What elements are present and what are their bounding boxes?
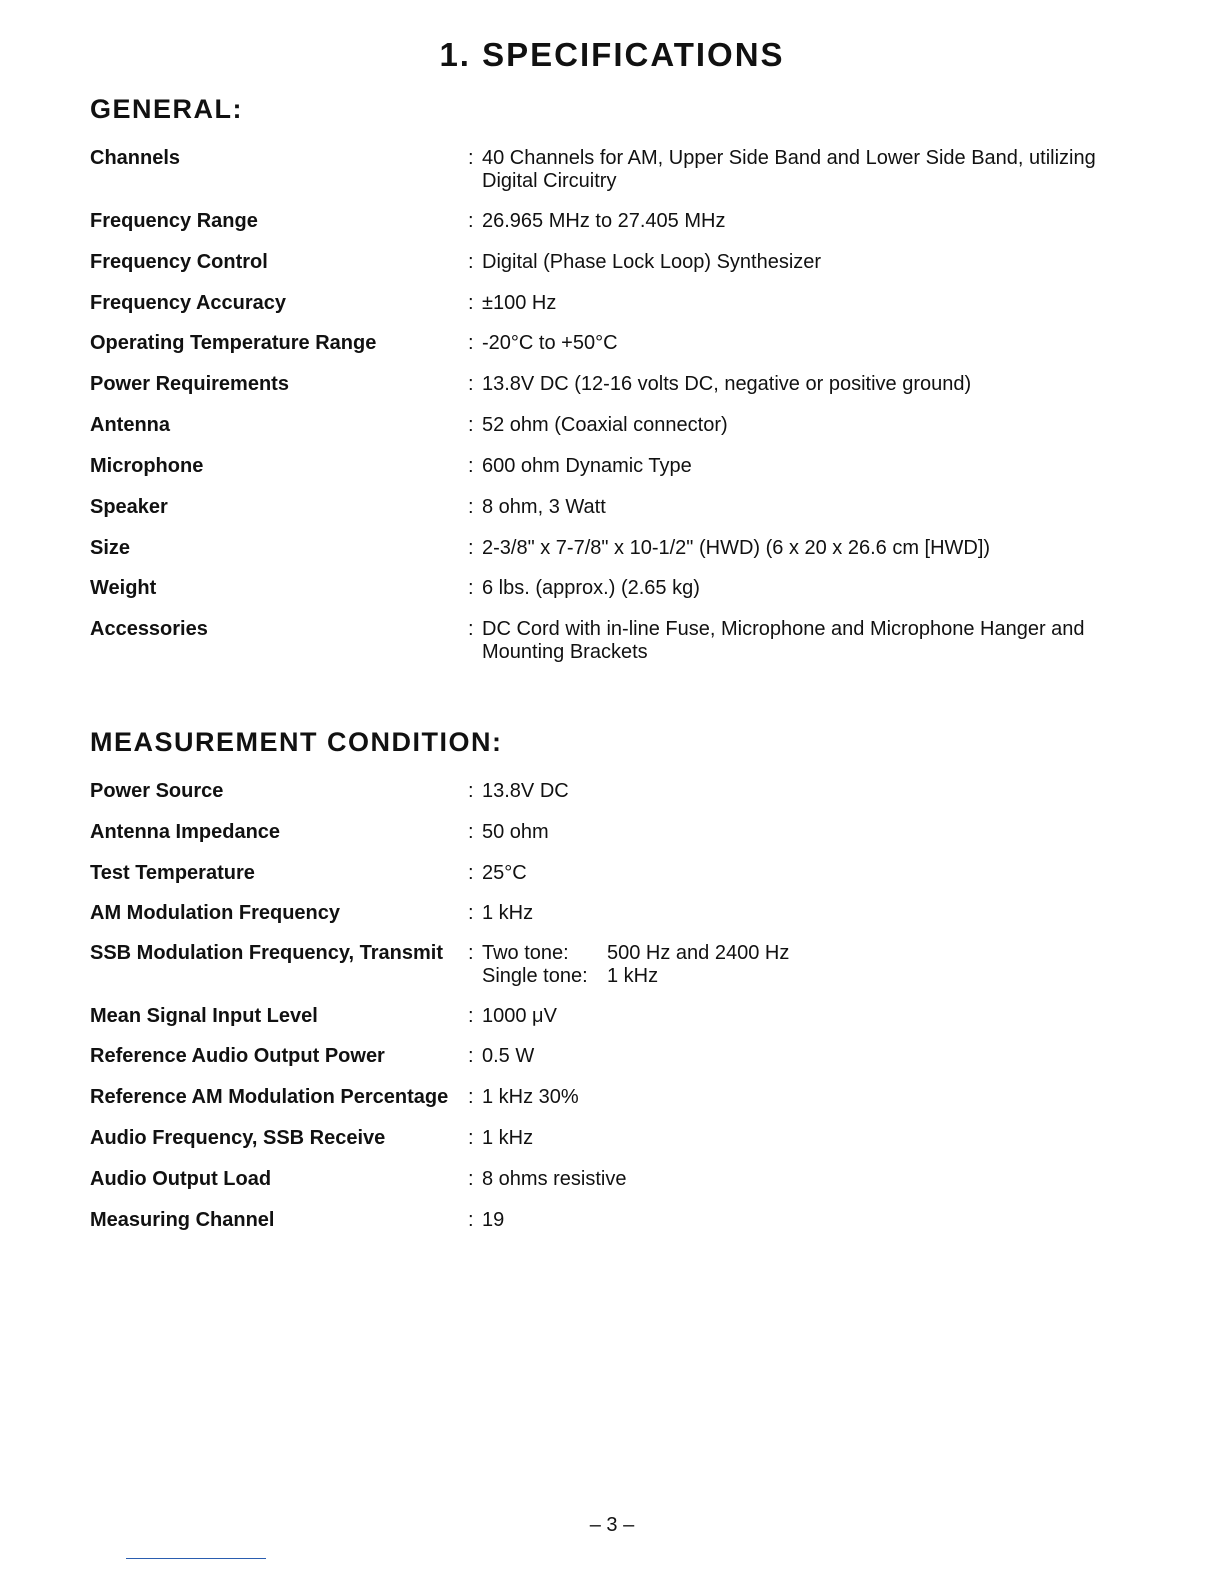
- cond-label: Power Source: [90, 780, 224, 802]
- cond-label: Measuring Channel: [90, 1209, 275, 1231]
- sub-value: 500 Hz and 2400 Hz: [607, 942, 790, 964]
- spec-label: Speaker: [90, 496, 168, 518]
- spec-label: Accessories: [90, 618, 208, 640]
- spec-label: Frequency Accuracy: [90, 292, 287, 314]
- cond-value: 19: [482, 1209, 505, 1231]
- general-heading: GENERAL:: [90, 94, 243, 124]
- footer-rule: [126, 1558, 266, 1559]
- sub-key: Two tone:: [482, 942, 569, 964]
- page-title: 1. SPECIFICATIONS: [439, 36, 785, 73]
- spec-label: Frequency Range: [90, 210, 258, 232]
- spec-value: 2-3/8" x 7-7/8" x 10-1/2" (HWD) (6 x 20 x 26.6 cm [HWD]): [482, 537, 991, 559]
- spec-value: DC Cord with in-line Fuse, Microphone and Microphone Hanger and Mounting Brackets: [482, 618, 1085, 663]
- cond-value: [482, 942, 1097, 988]
- page-number: – 3 –: [589, 1514, 635, 1536]
- cond-value: 8 ohms resistive: [482, 1168, 627, 1190]
- sub-value: 1 kHz: [607, 965, 659, 987]
- cond-label: Audio Frequency, SSB Receive: [90, 1127, 386, 1149]
- cond-label: Reference AM Modulation Percentage: [90, 1086, 449, 1108]
- cond-label: Mean Signal Input Level: [90, 1005, 318, 1027]
- spec-label: Size: [90, 537, 131, 559]
- spec-value: 52 ohm (Coaxial connector): [482, 414, 728, 436]
- spec-label: Channels: [90, 147, 181, 169]
- cond-label: SSB Modulation Frequency, Transmit: [90, 942, 444, 964]
- sub-key: Single tone:: [482, 965, 588, 987]
- two-tone-line: [482, 942, 1097, 965]
- single-tone-line: [482, 965, 1097, 988]
- spec-value: 600 ohm Dynamic Type: [482, 455, 692, 477]
- spec-label: Weight: [90, 577, 157, 599]
- cond-label: Audio Output Load: [90, 1168, 272, 1190]
- cond-value: 1000 μV: [482, 1005, 557, 1027]
- spec-value: 13.8V DC (12-16 volts DC, negative or positive ground): [482, 373, 972, 395]
- cond-label: Antenna Impedance: [90, 821, 281, 843]
- cond-label: Reference Audio Output Power: [90, 1045, 385, 1067]
- spec-label: Frequency Control: [90, 251, 268, 273]
- spec-value: -20°C to +50°C: [482, 332, 618, 354]
- spec-value: 6 lbs. (approx.) (2.65 kg): [482, 577, 700, 599]
- spec-value: Digital (Phase Lock Loop) Synthesizer: [482, 251, 822, 273]
- spec-value: 26.965 MHz to 27.405 MHz: [482, 210, 726, 232]
- spec-rows: Channels : 40 Channels for AM, Upper Side Band and Lower Side Band, utilizing Digital Circuitry Frequency Range : 26.965 MHz to 27.405 MHz Frequency Control : Digital (Phase Lock Loop) Synthesizer Frequency Accuracy : ±100 Hz Operating Temperature Range : -20°C to +50°C Power Requirements : 13.8V DC (12-16 volts DC, negative or positive ground) Antenna : 52 ohm (Coaxial connector) Microphone : 600 ohm Dynamic Type Speaker : 8 ohm, 3 Watt Size : 2-3/8" x 7-7/8" x 10-1/2" (HWD) (6 x 20 x 26.6 cm [HWD]) Weight : 6 lbs. (approx.) (2.65 kg) Accessories : DC Cord with in-line Fuse, Microphone and Microphone Hanger and Mounting Brackets Power Source : 13.8V DC Antenna Impedance : 50 ohm Test Temperature : 25°C AM Modulation Frequency : 1 kHz SSB Modulation Frequency, Transmit : Two tone: 500 Hz and 2400 Hz Single tone: 1 kHz Mean Signal Input Level : 1000 μV Reference Audio Output Power : 0.5 W Reference AM Modulation Percentage : 1 kHz 30% Audio Frequency, SSB Receive : 1 kHz Audio Output Load : 8 ohms resistive Measuring Channel : 19: [90, 147, 1096, 1231]
- spec-label: Operating Temperature Range: [90, 332, 377, 354]
- spec-label: Antenna: [90, 414, 170, 436]
- cond-value: 1 kHz: [482, 1127, 534, 1149]
- spec-value: 8 ohm, 3 Watt: [482, 496, 606, 518]
- measurement-heading: MEASUREMENT CONDITION:: [90, 727, 503, 757]
- spec-value: 40 Channels for AM, Upper Side Band and Lower Side Band, utilizing Digital Circuitry: [482, 147, 1096, 192]
- cond-value: 13.8V DC: [482, 780, 569, 802]
- cond-label: Test Temperature: [90, 862, 255, 884]
- cond-value: 0.5 W: [482, 1045, 535, 1067]
- cond-value: 1 kHz: [482, 902, 534, 924]
- spec-label: Microphone: [90, 455, 204, 477]
- cond-value: 25°C: [482, 862, 527, 884]
- cond-value: 1 kHz 30%: [482, 1086, 579, 1108]
- spec-value: ±100 Hz: [482, 292, 557, 314]
- spec-label: Power Requirements: [90, 373, 289, 395]
- cond-label: AM Modulation Frequency: [90, 902, 340, 924]
- cond-value: 50 ohm: [482, 821, 549, 843]
